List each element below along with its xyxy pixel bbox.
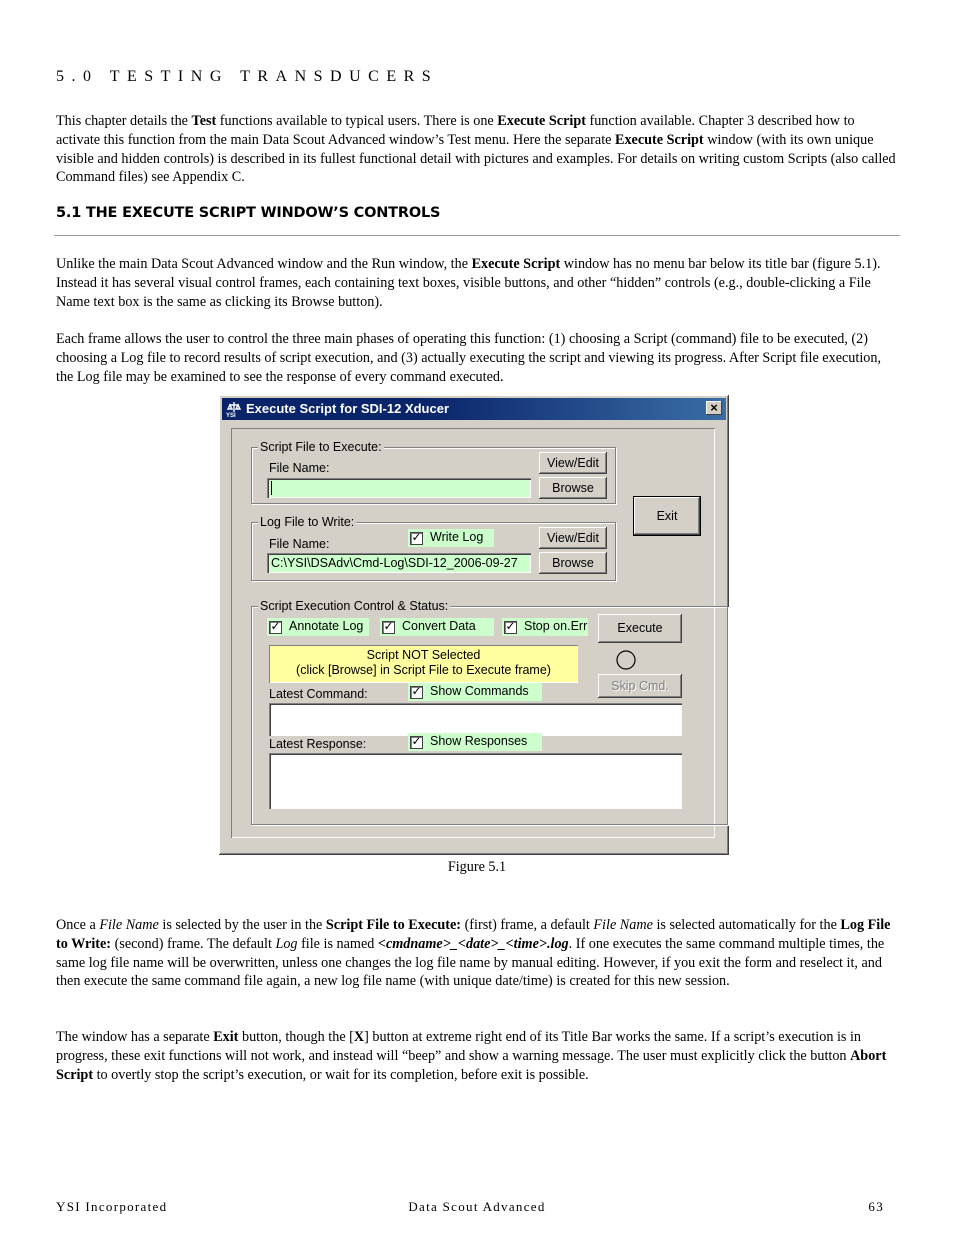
check-icon: ✓: [270, 619, 281, 633]
check-icon: ✓: [505, 619, 516, 633]
log-frame-label: Log File to Write:: [260, 515, 355, 529]
footer-product: Data Scout Advanced: [408, 1199, 546, 1214]
check-icon: ✓: [411, 734, 422, 748]
skip-command-button[interactable]: Skip Cmd.: [598, 674, 682, 698]
script-file-name-label: File Name:: [269, 461, 330, 475]
latest-command-textbox[interactable]: [269, 703, 682, 736]
paragraph-menu-bar: Unlike the main Data Scout Advanced window and the Run window, the Execute Script window has no menu bar below its title bar (figure 5.1). Instead it has several visual control frames, each containing text boxes, visible buttons, and other “hidden” controls (e.g., double-clicking a File Name text box is the same as clicking its Browse button).: [56, 256, 881, 310]
chapter-title: 5.0 TESTING TRANSDUCERS: [56, 68, 439, 85]
svg-text:YSI: YSI: [226, 413, 236, 418]
figure-caption: Figure 5.1: [447, 859, 507, 875]
ysi-app-icon: [225, 400, 243, 418]
status-message: Script NOT Selected (click [Browse] in Script File to Execute frame): [269, 645, 578, 683]
page-number: 63: [868, 1199, 884, 1214]
window-title: Execute Script for SDI-12 Xducer: [246, 401, 450, 416]
close-icon: ×: [710, 400, 718, 415]
log-view-edit-button[interactable]: View/Edit: [539, 527, 607, 549]
stop-on-error-checkbox[interactable]: ✓ Stop on.Err: [502, 618, 588, 636]
execution-frame-label: Script Execution Control & Status:: [260, 599, 449, 613]
execute-script-window: [219, 395, 729, 855]
latest-command-label: Latest Command:: [269, 687, 368, 701]
paragraph-exit: The window has a separate Exit button, though the [X] button at extreme right end of its Title Bar works the same. If a script’s execution is in progress, these exit functions will not work, and instead will “beep” and show a warning message. The user must explicitly click the button Abort Script to overtly stop the script’s execution, or wait for its completion, before exit is possible.: [56, 1029, 887, 1083]
footer-company: YSI Incorporated: [56, 1199, 168, 1214]
check-icon: ✓: [411, 684, 422, 698]
log-file-name-label: File Name:: [269, 537, 330, 551]
script-view-edit-button[interactable]: View/Edit: [539, 452, 607, 474]
script-file-name-input[interactable]: [267, 478, 531, 498]
window-title-bar: [222, 398, 726, 420]
latest-response-textbox[interactable]: [269, 753, 682, 809]
status-indicator-icon: [615, 649, 637, 671]
section-divider: [54, 235, 900, 236]
intro-paragraph: This chapter details the Test functions available to typical users. There is one Execute Script function available. Chapter 3 described how to activate this function from the main Data Scout Advanced window’s Test menu. Here the separate Execute Script window (with its own unique visible and hidden controls) is described in its fullest functional detail with pictures and examples. For details on writing custom Scripts (also called Command files) see Appendix C.: [56, 113, 896, 186]
show-responses-checkbox[interactable]: ✓ Show Responses: [408, 733, 542, 751]
log-file-name-input[interactable]: [267, 553, 531, 573]
log-browse-button[interactable]: Browse: [539, 552, 607, 574]
check-icon: ✓: [383, 619, 394, 633]
annotate-log-checkbox[interactable]: ✓ Annotate Log: [267, 618, 369, 636]
show-commands-checkbox[interactable]: ✓ Show Commands: [408, 683, 542, 701]
paragraph-file-names: Once a File Name is selected by the user in the Script File to Execute: (first) frame, a default File Name is selected automatically for the Log File to Write: (second) frame. The default Log file is named <cmdname>_<date>_<time>.log. If one executes the same command multiple times, the same log file name will be overwritten, unless one changes the log file name by manual editing. However, if you exit the form and reselect it, and then execute the same command file again, a new log file name (with unique date/time) is created for this new session.: [56, 917, 891, 990]
convert-data-checkbox[interactable]: ✓ Convert Data: [380, 618, 494, 636]
script-frame-label: Script File to Execute:: [260, 440, 382, 454]
close-button[interactable]: [706, 401, 722, 415]
execute-button[interactable]: Execute: [598, 614, 682, 643]
write-log-label: Write Log: [430, 530, 484, 544]
script-browse-button[interactable]: Browse: [539, 477, 607, 499]
text-cursor: [271, 481, 272, 495]
exit-button[interactable]: Exit: [634, 497, 700, 535]
latest-response-label: Latest Response:: [269, 737, 367, 751]
paragraph-phases: Each frame allows the user to control the three main phases of operating this function: (1) choosing a Script (command) file to be executed, (2) choosing a Log file to record results of script execution, and (3) actually executing the script and viewing its progress. After Script file execution, the Log file may be examined to see the response of every command executed.: [56, 331, 881, 385]
log-file-name-value: C:\YSI\DSAdv\Cmd-Log\SDI-12_2006-09-27: [271, 556, 518, 570]
write-log-checkbox[interactable]: [408, 529, 494, 547]
section-heading: 5.1 THE EXECUTE SCRIPT WINDOW’S CONTROLS: [56, 205, 441, 221]
check-icon: ✓: [411, 530, 422, 544]
